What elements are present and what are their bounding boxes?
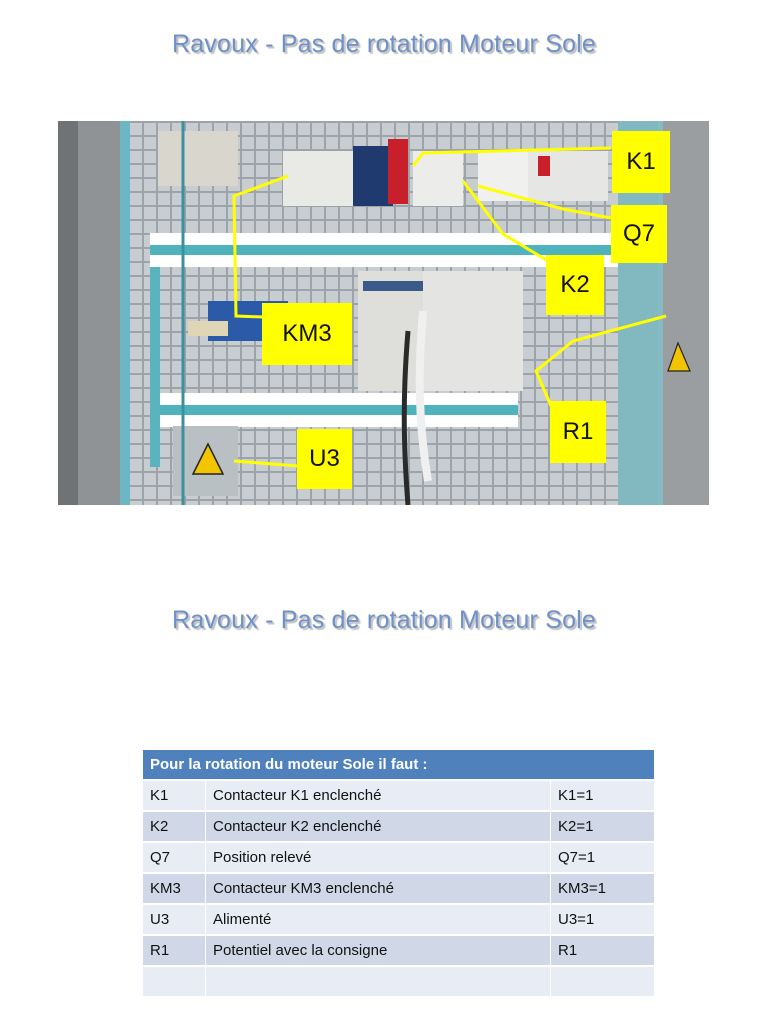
cell-value: Q7=1 xyxy=(551,842,655,873)
cell-description: Potentiel avec la consigne xyxy=(206,935,551,966)
cell-value: K2=1 xyxy=(551,811,655,842)
cell-value xyxy=(551,966,655,997)
table-row xyxy=(143,811,654,842)
cell-code: U3 xyxy=(143,904,206,935)
cell-description: Position relevé xyxy=(206,842,551,873)
table-row xyxy=(143,935,654,966)
cell-code: KM3 xyxy=(143,873,206,904)
table-row xyxy=(143,780,654,811)
label-q7: Q7 xyxy=(611,205,667,263)
cell-value: R1 xyxy=(551,935,655,966)
table-header: Pour la rotation du moteur Sole il faut : xyxy=(143,750,654,780)
cell-value: KM3=1 xyxy=(551,873,655,904)
cell-code xyxy=(143,966,206,997)
label-u3: U3 xyxy=(297,429,352,489)
label-r1: R1 xyxy=(550,401,606,463)
cell-description xyxy=(206,966,551,997)
cell-code: Q7 xyxy=(143,842,206,873)
cell-description: Alimenté xyxy=(206,904,551,935)
page-title-bottom: Ravoux - Pas de rotation Moteur Sole xyxy=(171,606,597,634)
page-title-top: Ravoux - Pas de rotation Moteur Sole xyxy=(171,30,597,58)
electrical-cabinet-photo xyxy=(58,121,709,505)
cell-value: U3=1 xyxy=(551,904,655,935)
cell-description: Contacteur KM3 enclenché xyxy=(206,873,551,904)
cell-code: R1 xyxy=(143,935,206,966)
label-km3: KM3 xyxy=(262,303,352,365)
label-k2: K2 xyxy=(546,255,604,315)
conditions-table xyxy=(143,750,654,998)
cell-code: K1 xyxy=(143,780,206,811)
table-row xyxy=(143,904,654,935)
table-row xyxy=(143,873,654,904)
cell-description: Contacteur K1 enclenché xyxy=(206,780,551,811)
cell-description: Contacteur K2 enclenché xyxy=(206,811,551,842)
cell-value: K1=1 xyxy=(551,780,655,811)
label-k1: K1 xyxy=(612,131,670,193)
table-row xyxy=(143,966,654,997)
cell-code: K2 xyxy=(143,811,206,842)
table-row xyxy=(143,842,654,873)
